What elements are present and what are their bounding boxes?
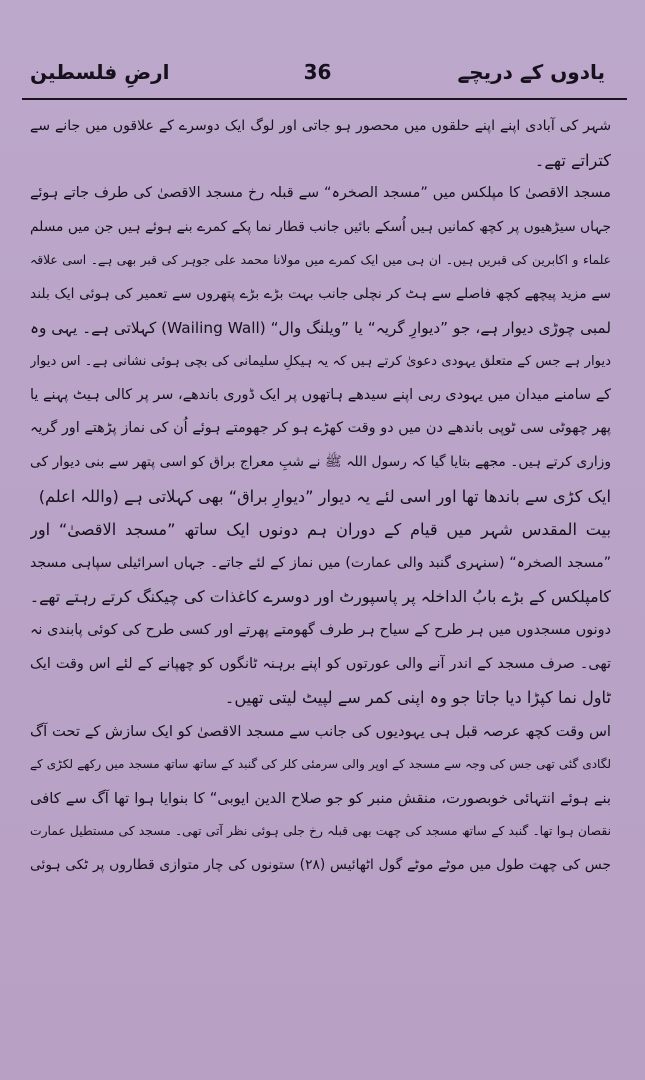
text-line: ٹاول نما کپڑا دیا جاتا جو وہ اپنی کمر سے لپیٹ لیتی تھیں۔ — [224, 688, 611, 708]
text-line: سے مزید پیچھے کچھ فاصلے سے ہٹ کر نچلی جانب بہت بڑے بڑے پتھروں سے تعمیر کی ہوئی ایک بلند — [30, 285, 611, 302]
text-line: نقصان ہوا تھا۔ گنبد کے ساتھ مسجد کی چھت بھی قبلہ رخ جلی ہوئی نظر آتی تھی۔ مسجد کی مستطیل عمارت — [30, 824, 611, 839]
text-line: لمبی چوڑی دیوار ہے، جو ”دیوارِ گریہ“ یا ”ویلنگ وال“ (Wailing Wall) کہلاتی ہے۔ یہی وہ — [30, 318, 611, 337]
text-line: کتراتے تھے۔ — [534, 150, 611, 170]
text-line: تھی۔ صرف مسجد کے اندر آنے والی عورتوں کو اپنے برہنہ ٹانگوں کو چھپانے کے لئے اس وقت ایک — [30, 655, 611, 672]
page-header — [30, 56, 605, 96]
text-line: بنے ہوئے انتہائی خوبصورت، منقش منبر کو جو صلاح الدین ایوبی“ کا بنوایا ہوا تھا آگ سے کافی — [30, 789, 611, 807]
text-line: جہاں سیڑھیوں پر کچھ کمانیں ہیں اُسکے بائیں جانب قطار نما پکے کمرے بنے ہوئے ہیں جن میں مسلم — [30, 218, 611, 235]
text-line: علماء و اکابرین کی قبریں ہیں۔ ان ہی میں ایک کمرے میں مولانا محمد علی جوہر کی قبر بھی ہے۔ اسی علاقہ — [30, 253, 611, 268]
text-line: کامپلکس کے بڑے بابُ الداخلہ پر پاسپورٹ اور دوسرے کاغذات کی چیکنگ کرتے رہتے تھے۔ — [30, 587, 611, 607]
text-line: لگادی گئی تھی جس کی وجہ سے مسجد کے اوپر والی سرمئی کلر کی گنبد کے ساتھ ساتھ مسجد میں رکھے لکڑی کے — [30, 757, 611, 772]
header-rule — [22, 98, 627, 100]
text-line: دونوں مسجدوں میں ہر طرح کے سیاح ہر طرف گھومتے پھرتے اور کسی طرح کی کوئی پابندی نہ — [30, 621, 611, 638]
text-line: مسجد الاقصیٰ کا مپلکس میں ”مسجد الصخرہ“ سے قبلہ رخ مسجد الاقصیٰ کی طرف جاتے ہوئے — [30, 185, 611, 202]
book-title: یادوں کے دریچے — [457, 60, 605, 84]
text-line: ایک کڑی سے باندھا تھا اور اسی لئے یہ دیوار ”دیوارِ براق“ بھی کہلاتی ہے (واللہ اعلم) — [38, 486, 611, 506]
text-line: دیوار ہے جس کے متعلق یہودی دعویٰ کرتے ہیں کہ یہ ہیکلِ سلیمانی کی بچی ہوئی نشانی ہے۔ اس دیوار — [30, 354, 611, 370]
chapter-title: ارضِ فلسطین — [30, 60, 170, 84]
page-number: 36 — [303, 60, 332, 84]
text-line: بیت المقدس شہر میں قیام کے دوران ہم دونوں ایک ساتھ ”مسجد الاقصیٰ“ اور — [30, 520, 611, 540]
text-line: کے سامنے میدان میں یہودی ربی اپنے سیدھے ہاتھوں پر ایک ڈوری باندھے، سر پر کالی ہیٹ پہنے یا — [30, 386, 611, 403]
body-text — [30, 110, 611, 883]
text-line: پھر چھوٹی سی ٹوپی باندھے دن میں دو وقت کھڑے ہو کر جھومتے ہوئے اُن کی نماز پڑھتے اور گریہ — [30, 420, 611, 437]
text-line: شہر کی آبادی اپنے اپنے حلقوں میں محصور ہو جاتی اور لوگ ایک دوسرے کے علاقوں میں جانے سے — [30, 118, 611, 134]
text-line: وزاری کرتے ہیں۔ مجھے بتایا گیا کہ رسول اللہ ﷺ نے شبِ معراج براق کو اسی پتھر سے بنی دیوار کی — [30, 453, 611, 470]
text-line: اس وقت کچھ عرصہ قبل ہی یہودیوں کی جانب سے مسجد الاقصیٰ کو ایک سازش کے تحت آگ — [30, 722, 611, 740]
text-line: جس کی چھت طول میں موٹے موٹے گول اٹھائیس (۲۸) ستونوں کی چار متوازی قطاروں پر ٹکی ہوئی — [30, 857, 611, 874]
text-line: ”مسجد الصخرہ“ (سنہری گنبد والی عمارت) میں نماز کے لئے جاتے۔ جہاں اسرائیلی سپاہی مسجد — [30, 554, 611, 571]
